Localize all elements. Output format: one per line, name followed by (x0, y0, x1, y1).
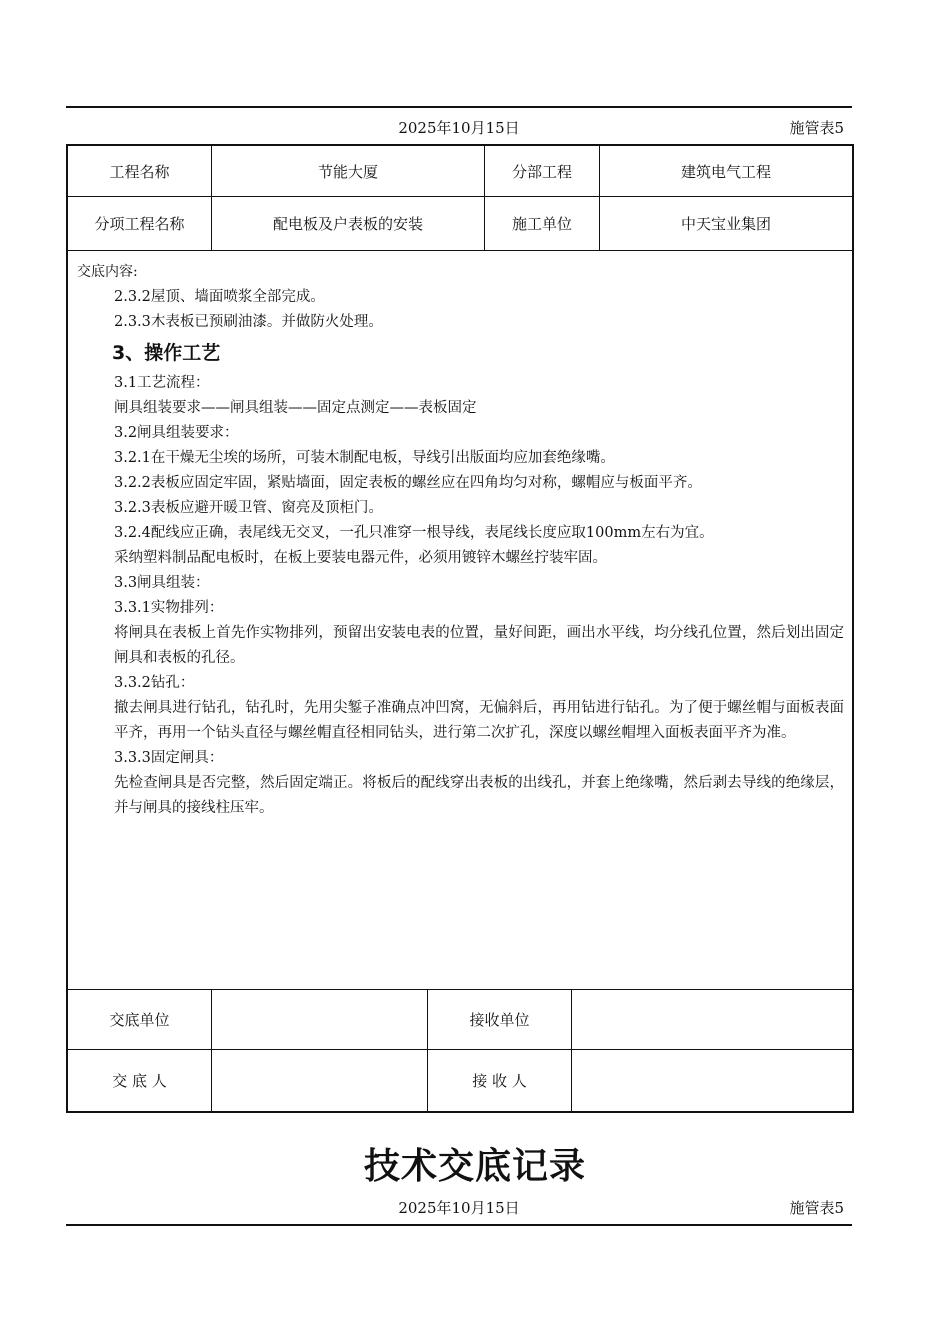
issuer-label: 交 底 人 (112, 1072, 167, 1090)
receiver-unit-label: 接收单位 (469, 1011, 530, 1029)
division-value: 建筑电气工程 (680, 162, 771, 181)
issuer-unit-label: 交底单位 (109, 1011, 170, 1029)
content-paragraph: 将闸具在表板上首先作实物排列，预留出安装电表的位置，量好间距，画出水平线，均分线孔位置，然后划出固定闸具和表板的孔径。 (114, 625, 844, 666)
disclosure-table (66, 144, 854, 1113)
receiver-field[interactable] (572, 1050, 852, 1111)
content-label: 交底内容: (77, 264, 138, 280)
issuer-field[interactable] (212, 1050, 427, 1111)
content-line: 2.3.3木表板已预刷油漆。并做防火处理。 (114, 314, 383, 330)
project-name-label: 工程名称 (109, 162, 170, 181)
header-form-number: 施管表5 (789, 119, 844, 137)
bottom-rule (66, 1224, 852, 1226)
document-title: 技术交底记录 (363, 1146, 586, 1187)
content-body (114, 285, 844, 821)
page-header (66, 117, 852, 139)
content-paragraph: 撤去闸具进行钻孔，钻孔时，先用尖錾子准确点冲凹窝，无偏斜后，再用钻进行钻孔。为了便于螺丝帽与面板表面平齐，再用一个钻头直径与螺丝帽直径相同钻头，进行第二次扩孔，深度以螺丝帽埋入面板表面平齐为准。 (114, 700, 844, 741)
footer-date: 2025年10月15日 (398, 1199, 520, 1217)
content-paragraph: 3.3闸具组装： (114, 575, 210, 591)
content-paragraph: 3.2.3表板应避开暖卫管、窗亮及顶柜门。 (114, 500, 383, 516)
subitem-value: 配电板及户表板的安装 (272, 215, 423, 233)
receiver-label: 接 收 人 (472, 1072, 527, 1090)
contractor-value: 中天宝业集团 (680, 215, 771, 233)
division-label: 分部工程 (511, 162, 572, 181)
content-paragraph: 闸具组装要求——闸具组装——固定点测定——表板固定 (114, 400, 477, 416)
content-paragraph: 3.2.1在干燥无尘埃的场所，可装木制配电板，导线引出版面均应加套绝缘嘴。 (114, 450, 615, 466)
content-paragraph: 3.3.1实物排列： (114, 600, 224, 616)
content-paragraph: 采纳塑料制品配电板时，在板上要装电器元件，必须用镀锌木螺丝拧装牢固。 (114, 550, 607, 566)
footer-form-number: 施管表5 (789, 1199, 844, 1217)
footer-header (66, 1197, 852, 1219)
issuer-unit-field[interactable] (212, 990, 427, 1049)
contractor-label: 施工单位 (511, 215, 572, 233)
content-paragraph: 3.3.3固定闸具： (114, 750, 224, 766)
section-heading: 3、操作工艺 (112, 342, 221, 364)
header-date: 2025年10月15日 (398, 119, 520, 137)
top-rule (66, 106, 852, 108)
content-paragraph: 3.3.2钻孔： (114, 675, 195, 691)
subitem-label: 分项工程名称 (94, 215, 185, 233)
info-row-divider (68, 250, 852, 251)
project-name-value: 节能大厦 (317, 162, 378, 181)
content-paragraph: 先检查闸具是否完整，然后固定端正。将板后的配线穿出表板的出线孔，并套上绝缘嘴，然后剥去导线的绝缘层，并与闸具的接线柱压牢。 (114, 775, 844, 816)
receiver-unit-field[interactable] (572, 990, 852, 1049)
content-paragraph: 3.2闸具组装要求： (114, 425, 239, 441)
content-paragraph: 3.2.2表板应固定牢固，紧贴墙面，固定表板的螺丝应在四角均匀对称，螺帽应与板面平齐。 (114, 475, 702, 491)
content-paragraph: 3.2.4配线应正确，表尾线无交叉，一孔只准穿一根导线，表尾线长度应取100mm左右为宜。 (114, 525, 714, 541)
content-paragraph: 3.1工艺流程： (114, 375, 210, 391)
content-line: 2.3.2屋顶、墙面喷浆全部完成。 (114, 289, 325, 305)
